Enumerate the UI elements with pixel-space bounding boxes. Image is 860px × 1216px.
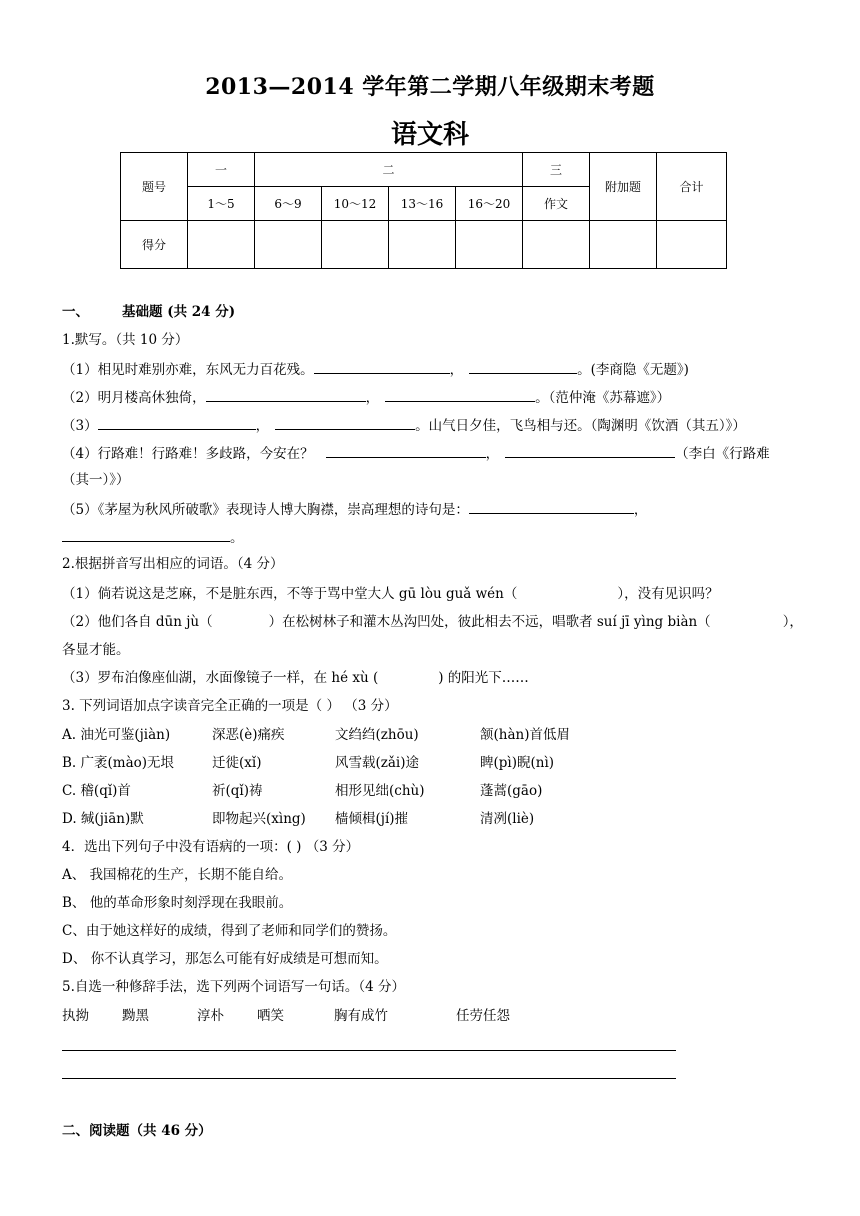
- word-item: 淳朴: [197, 1008, 224, 1024]
- word-item: 执拗: [62, 1008, 89, 1024]
- answer-blank[interactable]: [98, 415, 256, 430]
- q4-title: 4．选出下列句子中没有语病的一项：( ) （3 分）: [62, 839, 360, 855]
- cell-group-2: 二: [255, 153, 523, 187]
- q1-line-1: （1）相见时难别亦难，东风无力百花残。 ， 。(李商隐《无题》): [62, 359, 689, 379]
- q3-option-d: D. 缄(jiān)默 即物起兴(xìng) 樯倾楫(jí)摧 清冽(liè): [62, 811, 535, 827]
- cell-extra: 附加题: [590, 153, 657, 221]
- score-table-row-header: [121, 153, 727, 187]
- word-item: 黝黑: [122, 1008, 149, 1024]
- q3-option-a: A. 油光可鉴(jiàn) 深恶(è)痛疾 文绉绉(zhōu) 颔(hàn)首低眉: [62, 727, 570, 743]
- answer-blank[interactable]: [206, 387, 366, 402]
- score-cell[interactable]: [389, 221, 456, 269]
- q5-title: 5.自选一种修辞手法，选下列两个词语写一句话。（4 分）: [62, 979, 406, 995]
- word-item: 任劳任怨: [456, 1008, 510, 1024]
- cell-sub-1: 1～5: [188, 187, 255, 221]
- cell-group-3: 三: [523, 153, 590, 187]
- exam-title: 2013—2014 学年第二学期八年级期末考题: [205, 74, 655, 100]
- answer-blank[interactable]: [62, 527, 230, 542]
- score-cell[interactable]: [657, 221, 727, 269]
- score-cell[interactable]: [322, 221, 389, 269]
- q1-title: 1.默写。（共 10 分）: [62, 332, 189, 348]
- answer-blank[interactable]: [469, 359, 577, 374]
- q3-title: 3. 下列词语加点字读音完全正确的一项是（ ） （3 分）: [62, 698, 398, 714]
- word-item: 胸有成竹: [334, 1008, 388, 1024]
- answer-line[interactable]: [62, 1078, 676, 1079]
- answer-blank[interactable]: [385, 387, 535, 402]
- answer-blank[interactable]: [469, 499, 634, 514]
- answer-blank[interactable]: [326, 443, 486, 458]
- answer-blank[interactable]: [505, 443, 675, 458]
- cell-sub-2: 6～9: [255, 187, 322, 221]
- q4-option-b: B、 他的革命形象时刻浮现在我眼前。: [62, 895, 293, 911]
- score-cell[interactable]: [590, 221, 657, 269]
- cell-group-1: 一: [188, 153, 255, 187]
- q4-option-c: C、由于她这样好的成绩，得到了老师和同学们的赞扬。: [62, 923, 397, 939]
- q1-line-2: （2）明月楼高休独倚， ， 。（范仲淹《苏幕遮》）: [62, 387, 670, 407]
- score-table: [120, 152, 727, 269]
- score-cell[interactable]: [188, 221, 255, 269]
- q2-line-2: （2）他们各自 dūn jù（ ）在松树林子和灌木丛沟凹处，彼此相去不远，唱歌者 suí jī yìng biàn（ ），: [62, 614, 803, 630]
- section-1-title: 基础题 (共 24 分): [122, 304, 236, 320]
- word-item: 哂笑: [257, 1008, 284, 1024]
- q5-word-list: [62, 1007, 510, 1025]
- cell-sub-5: 16～20: [456, 187, 523, 221]
- q1-line-5: （5）《茅屋为秋风所破歌》表现诗人博大胸襟，崇高理想的诗句是： ，: [62, 499, 647, 519]
- cell-sub-4: 13～16: [389, 187, 456, 221]
- answer-blank[interactable]: [275, 415, 415, 430]
- cell-question-label: 题号: [121, 153, 188, 221]
- q1-line-5-cont: 。: [62, 527, 244, 547]
- q2-line-3: （3）罗布泊像座仙湖，水面像镜子一样，在 hé xù ( ) 的阳光下……: [62, 670, 529, 686]
- cell-total: 合计: [657, 153, 727, 221]
- exam-subject: 语文科: [390, 120, 469, 150]
- q2-line-1: （1）倘若说这是芝麻，不是脏东西，不等于骂中堂大人 gū lòu guǎ wén（ ），没有见识吗？: [62, 586, 719, 602]
- q2-line-2-cont: 各显才能。: [62, 642, 130, 658]
- score-cell[interactable]: [456, 221, 523, 269]
- score-table-row-score: [121, 221, 727, 269]
- cell-sub-3: 10～12: [322, 187, 389, 221]
- section-1-heading: [62, 303, 235, 321]
- q2-title: 2.根据拼音写出相应的词语。（4 分）: [62, 556, 284, 572]
- q1-line-4-cont: （其一）》）: [62, 472, 130, 488]
- answer-blank[interactable]: [314, 359, 450, 374]
- q1-line-4: （4）行路难！行路难！多歧路，今安在？ ， （李白《行路难: [62, 443, 770, 463]
- score-cell[interactable]: [523, 221, 590, 269]
- score-cell[interactable]: [255, 221, 322, 269]
- cell-score-label: 得分: [121, 221, 188, 269]
- answer-line[interactable]: [62, 1050, 676, 1051]
- q1-line-3: （3） ， 。山气日夕佳，飞鸟相与还。（陶渊明《饮酒（其五）》）: [62, 415, 746, 435]
- q3-option-b: B. 广袤(mào)无垠 迁徙(xǐ) 风雪载(zǎi)途 睥(pì)睨(nì): [62, 755, 555, 771]
- q4-option-d: D、 你不认真学习，那怎么可能有好成绩是可想而知。: [62, 951, 388, 967]
- q3-option-c: C. 稽(qǐ)首 祈(qǐ)祷 相形见绌(chù) 蓬蒿(gāo): [62, 783, 543, 799]
- cell-sub-6: 作文: [523, 187, 590, 221]
- section-2-heading: 二、阅读题（共 46 分）: [62, 1123, 212, 1139]
- q4-option-a: A、 我国棉花的生产，长期不能自给。: [62, 867, 293, 883]
- section-1-number: 一、: [62, 304, 89, 320]
